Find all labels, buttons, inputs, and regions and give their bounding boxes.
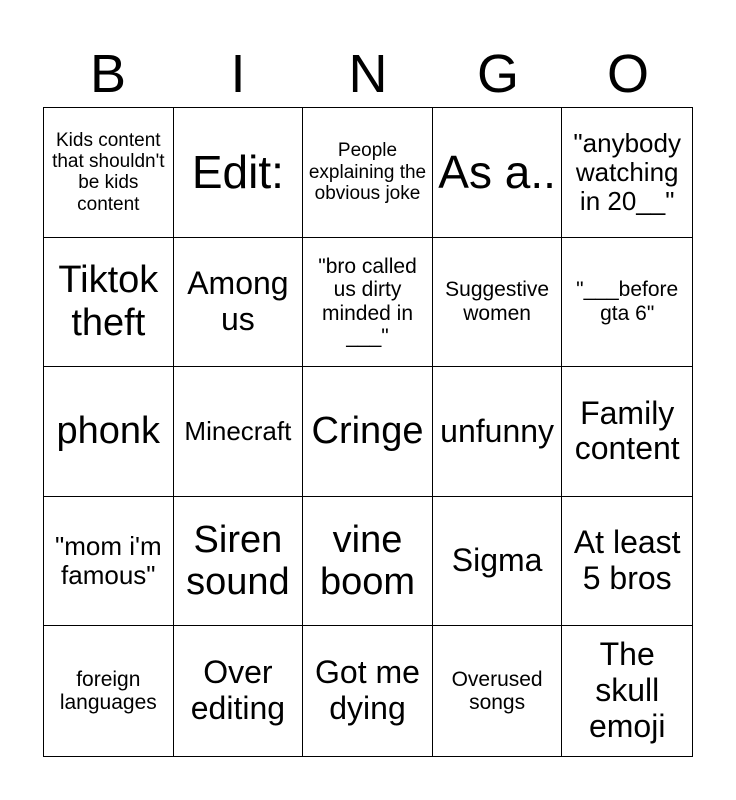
bingo-header bbox=[43, 40, 693, 108]
cell-text: Edit: bbox=[191, 145, 284, 198]
cell-text: Got me dying bbox=[315, 654, 420, 727]
cell-text: Tiktok theft bbox=[58, 259, 159, 344]
cell-text: Over editing bbox=[190, 654, 286, 727]
header-letter-g: G bbox=[476, 44, 519, 104]
bingo-cell[interactable] bbox=[562, 367, 692, 497]
bingo-cell[interactable] bbox=[174, 367, 304, 497]
header-letter-i: I bbox=[230, 44, 246, 104]
header-letter-o: O bbox=[606, 44, 649, 104]
bingo-cell[interactable] bbox=[44, 367, 174, 497]
bingo-cell[interactable] bbox=[44, 108, 174, 238]
cell-text: The skull emoji bbox=[588, 636, 666, 745]
bingo-cell[interactable] bbox=[562, 626, 692, 756]
bingo-cell[interactable] bbox=[433, 497, 563, 627]
bingo-cell[interactable] bbox=[433, 367, 563, 497]
bingo-cell[interactable] bbox=[433, 626, 563, 756]
bingo-cell[interactable] bbox=[303, 497, 433, 627]
header-letter-b: B bbox=[89, 44, 127, 104]
bingo-cell[interactable] bbox=[303, 367, 433, 497]
bingo-cell[interactable] bbox=[44, 238, 174, 368]
bingo-cell[interactable] bbox=[174, 238, 304, 368]
cell-text: As a.. bbox=[438, 145, 556, 198]
cell-text: Kids content that shouldn't be kids content bbox=[52, 129, 165, 215]
cell-text: Cringe bbox=[311, 410, 424, 453]
bingo-cell[interactable] bbox=[174, 626, 304, 756]
cell-text: "bro called us dirty minded in ___" bbox=[318, 254, 417, 349]
cell-text: unfunny bbox=[440, 412, 555, 449]
cell-text: People explaining the obvious joke bbox=[308, 140, 427, 204]
cell-text: phonk bbox=[56, 410, 161, 453]
bingo-cell[interactable] bbox=[562, 108, 692, 238]
bingo-cell[interactable] bbox=[433, 238, 563, 368]
cell-text: Minecraft bbox=[184, 415, 292, 446]
cell-text: Family content bbox=[574, 394, 680, 467]
cell-text: Suggestive women bbox=[445, 278, 550, 325]
bingo-cell[interactable] bbox=[433, 108, 563, 238]
cell-text: Overused songs bbox=[451, 667, 543, 715]
bingo-cell[interactable] bbox=[303, 238, 433, 368]
cell-text: "___before gta 6" bbox=[576, 278, 679, 325]
bingo-cell[interactable] bbox=[44, 626, 174, 756]
bingo-cell[interactable] bbox=[303, 626, 433, 756]
bingo-cell[interactable] bbox=[562, 497, 692, 627]
cell-text: vine boom bbox=[319, 518, 416, 604]
bingo-cell[interactable] bbox=[44, 497, 174, 627]
cell-text: Sigma bbox=[451, 542, 543, 579]
cell-text: Siren sound bbox=[186, 518, 290, 604]
cell-text: At least 5 bros bbox=[573, 524, 681, 597]
bingo-cell[interactable] bbox=[174, 108, 304, 238]
cell-text: "mom i'm famous" bbox=[54, 530, 162, 591]
bingo-cell[interactable] bbox=[562, 238, 692, 368]
header-letter-n: N bbox=[348, 44, 388, 104]
bingo-cell[interactable] bbox=[174, 497, 304, 627]
cell-text: "anybody watching in 20__" bbox=[573, 127, 681, 216]
bingo-cell[interactable] bbox=[303, 108, 433, 238]
bingo-board bbox=[43, 107, 693, 757]
cell-text: foreign languages bbox=[59, 667, 157, 715]
cell-text: Among us bbox=[187, 265, 289, 337]
